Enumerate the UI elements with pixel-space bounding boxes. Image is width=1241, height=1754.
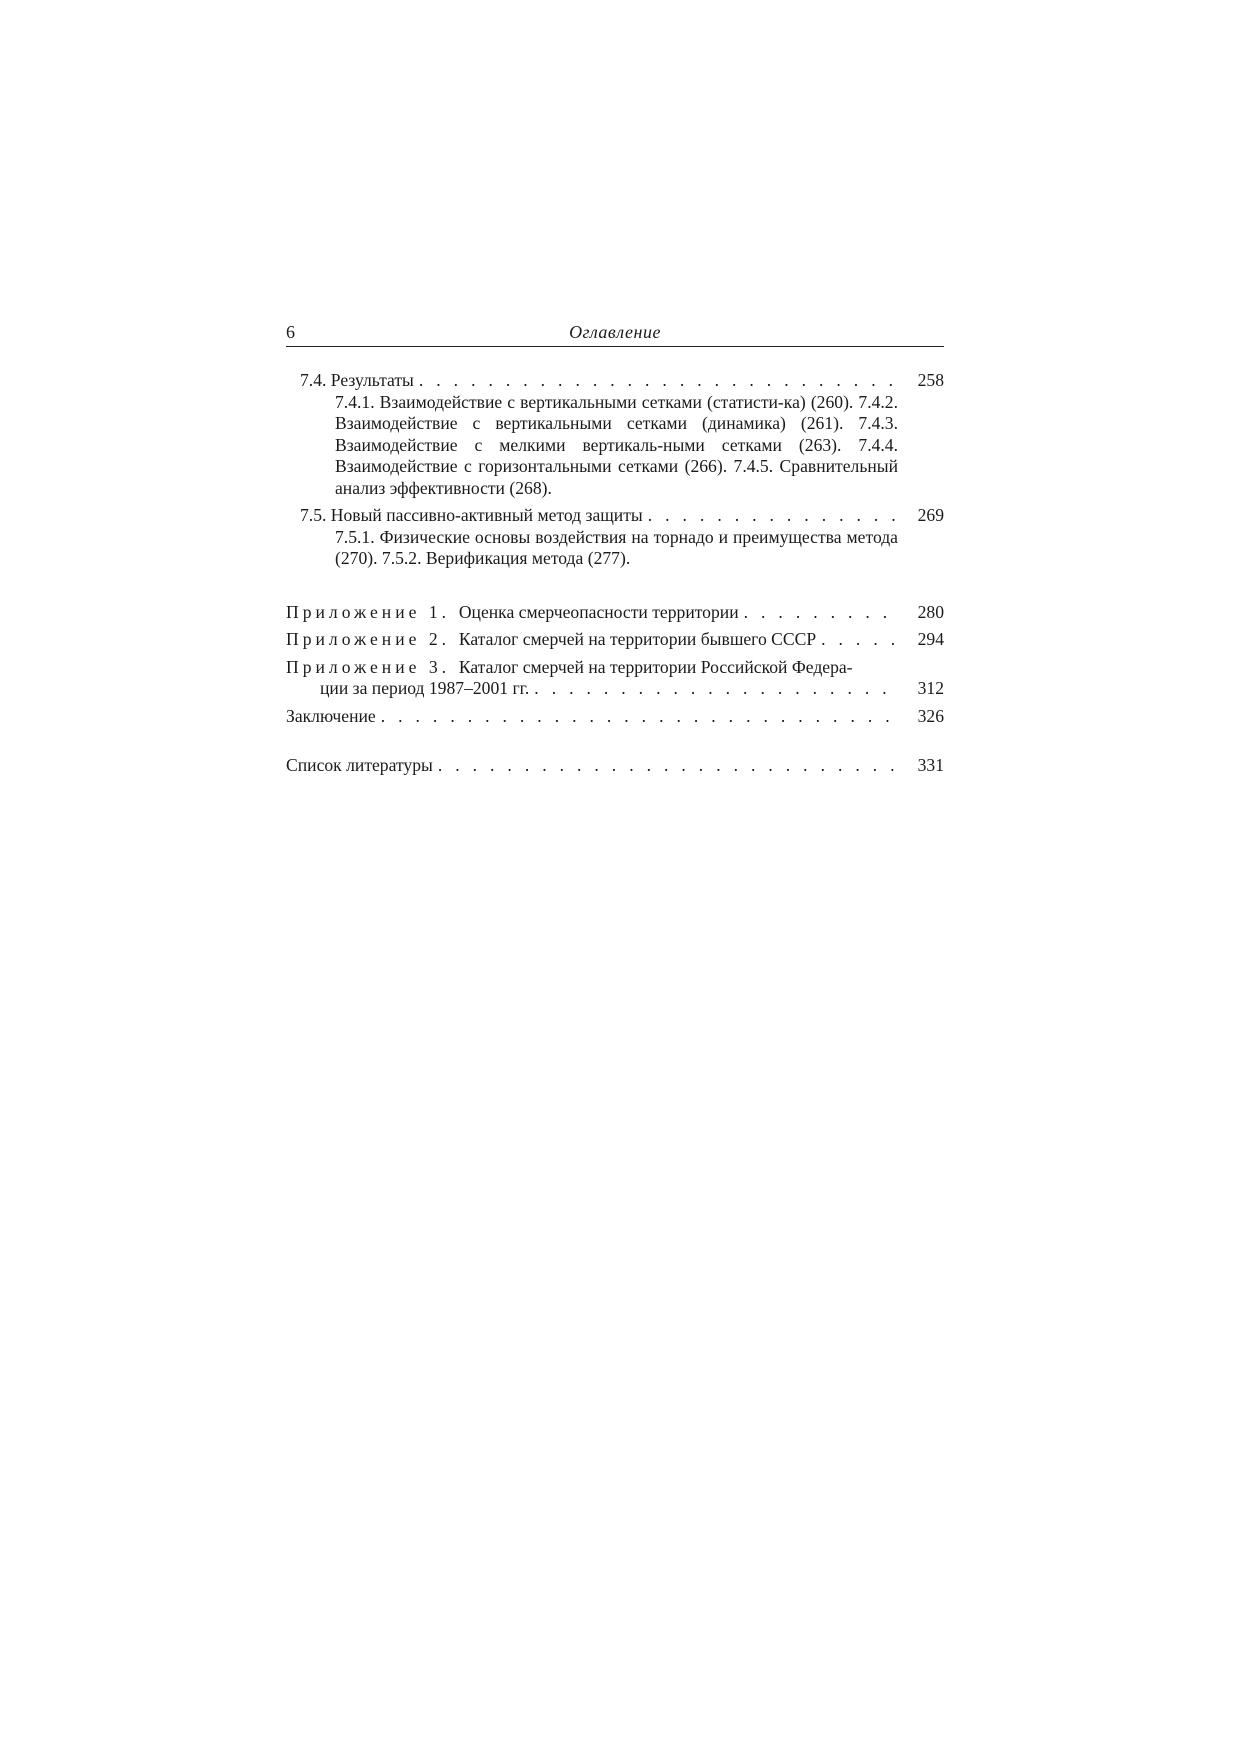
page-number: 6: [286, 322, 295, 342]
toc-entry-appendix-2[interactable]: [286, 629, 944, 651]
toc-entry-appendix-1[interactable]: [286, 602, 944, 624]
toc-entry-label: 7.4. Результаты: [300, 370, 414, 390]
toc-entry-references[interactable]: [286, 755, 944, 777]
dot-leader: [744, 602, 895, 624]
toc-page-number: 269: [917, 505, 944, 525]
appendix-prefix: Приложение 3.: [286, 656, 451, 677]
toc-entry-label: Оценка смерчеопасности территории: [458, 601, 739, 622]
toc-entry-7-4[interactable]: [286, 370, 944, 499]
toc-entry-label-line-2: ции за период 1987–2001 гг.: [320, 678, 530, 698]
page-header: [286, 318, 944, 347]
dot-leader: [419, 370, 895, 392]
toc-page-number: 326: [917, 705, 944, 726]
table-of-contents: [286, 370, 944, 777]
toc-entry-label-line-1: Каталог смерчей на территории Российской Федера-: [458, 656, 853, 677]
toc-entry-label: 7.5. Новый пассивно-активный метод защиты: [300, 505, 643, 525]
dot-leader: [648, 505, 895, 527]
toc-entry-label: Каталог смерчей на территории бывшего СССР: [458, 629, 817, 649]
dot-leader: [821, 629, 895, 651]
toc-page-number: 331: [917, 755, 944, 775]
toc-subsections: 7.4.1. Взаимодействие с вертикальными сетками (статисти-ка) (260). 7.4.2. Взаимодействие с вертикальными сетками (динамика) (261). 7.4.3. Взаимодействие с мелкими вертикаль-ными сетками (263). 7.4.4. Взаимодействие с горизонтальными сетками (266). 7.4.5. Сравнительный анализ эффективности (268).: [335, 391, 898, 498]
toc-entry-7-5[interactable]: [286, 505, 944, 570]
dot-leader: [381, 706, 895, 728]
appendix-prefix: Приложение 1.: [286, 601, 451, 622]
running-title: Оглавление: [569, 322, 661, 342]
toc-subsections: 7.5.1. Физические основы воздействия на торнадо и преимущества метода (270). 7.5.2. Верификация метода (277).: [335, 526, 898, 568]
toc-page-number: 280: [917, 601, 944, 622]
dot-leader: [534, 678, 895, 700]
toc-page-number: 294: [917, 629, 944, 649]
toc-entry-label: Заключение: [286, 705, 376, 726]
toc-page-number: 312: [917, 678, 944, 698]
appendix-prefix: Приложение 2.: [286, 629, 451, 649]
toc-entry-conclusion[interactable]: [286, 706, 944, 728]
toc-entry-label: Список литературы: [286, 755, 433, 775]
toc-page-number: 258: [917, 370, 944, 390]
toc-entry-appendix-3[interactable]: [286, 657, 944, 700]
dot-leader: [438, 755, 895, 777]
